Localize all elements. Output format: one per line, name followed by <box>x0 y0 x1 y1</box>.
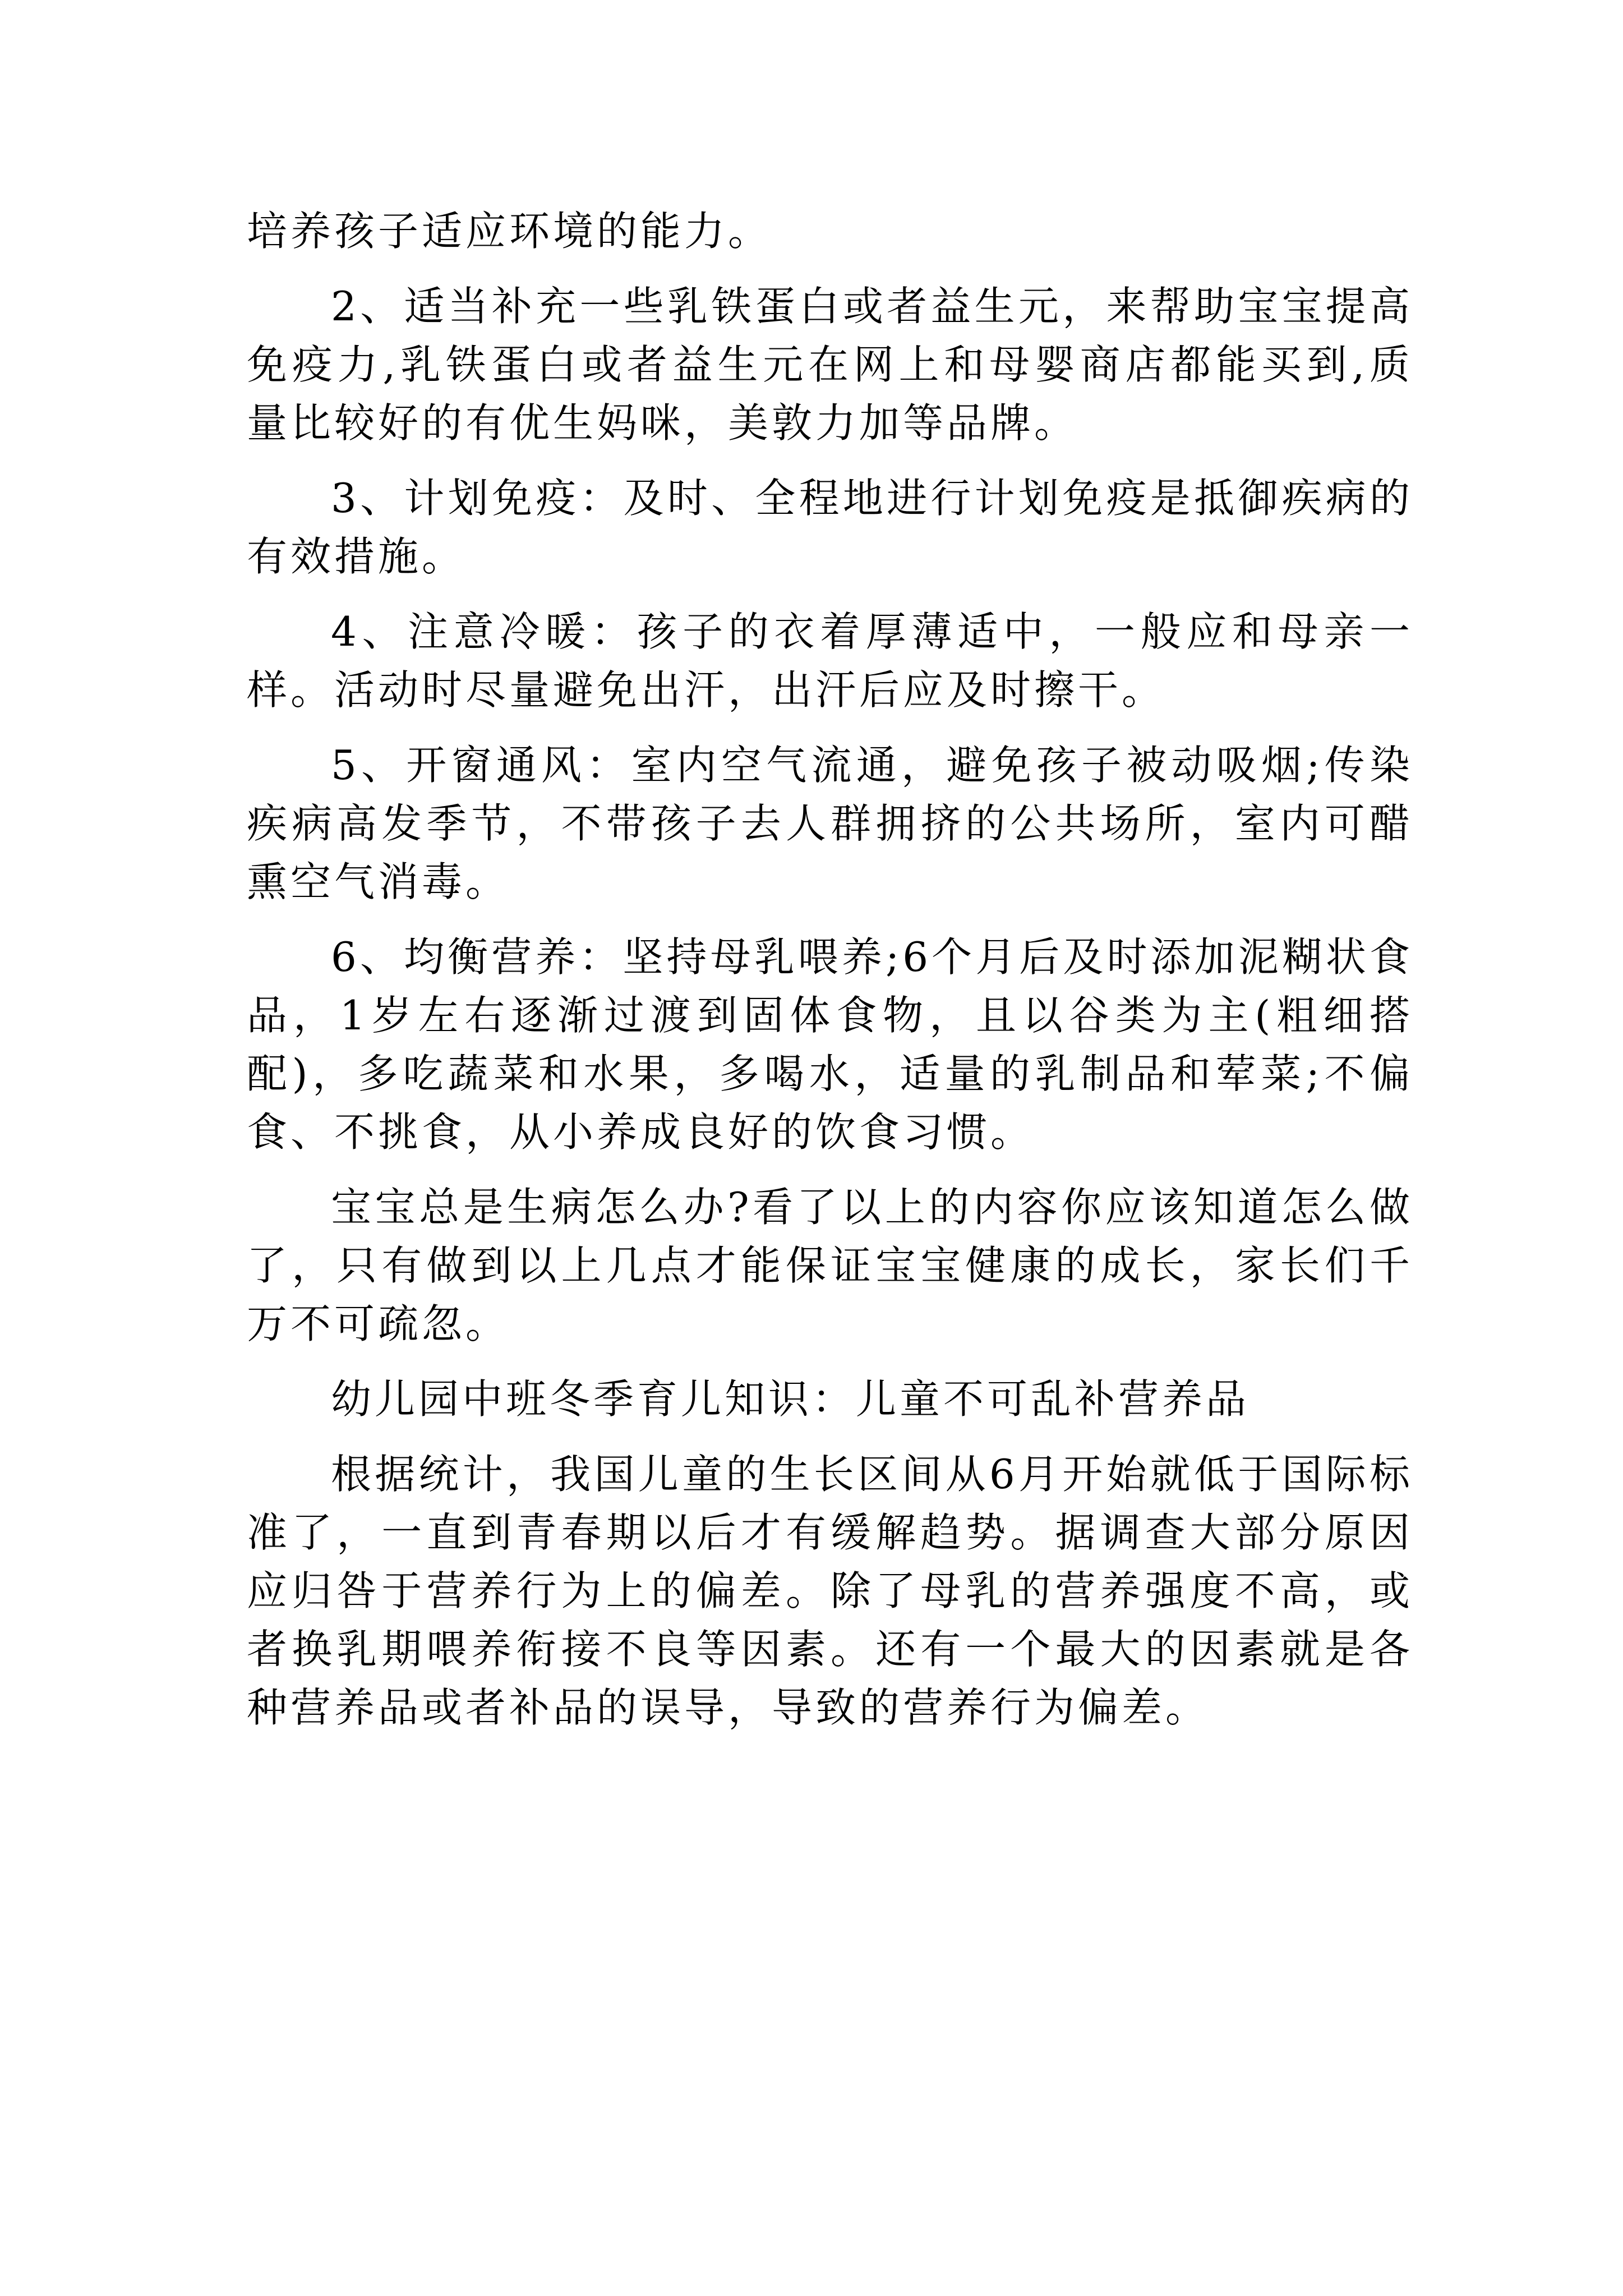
paragraph-conclusion: 宝宝总是生病怎么办?看了以上的内容你应该知道怎么做了，只有做到以上几点才能保证宝宝健康的成长，家长们千万不可疏忽。 <box>247 1184 1413 1347</box>
paragraph-tip-4: 4、注意冷暖：孩子的衣着厚薄适中，一般应和母亲一样。活动时尽量避免出汗，出汗后应及时擦干。 <box>247 608 1413 714</box>
section-heading: 幼儿园中班冬季育儿知识：儿童不可乱补营养品 <box>331 1375 1250 1423</box>
paragraph-continuation: 培养孩子适应环境的能力。 <box>247 208 772 255</box>
paragraph-tip-5: 5、开窗通风：室内空气流通，避免孩子被动吸烟;传染疾病高发季节，不带孩子去人群拥挤的公共场所，室内可醋熏空气消毒。 <box>247 742 1413 905</box>
paragraph-statistics: 根据统计，我国儿童的生长区间从6月开始就低于国际标准了，一直到青春期以后才有缓解趋势。据调查大部分原因应归咎于营养行为上的偏差。除了母乳的营养强度不高，或者换乳期喂养衔接不良等因素。还有一个最大的因素就是各种营养品或者补品的误导，导致的营养行为偏差。 <box>247 1451 1413 1731</box>
paragraph-tip-2: 2、适当补充一些乳铁蛋白或者益生元，来帮助宝宝提高免疫力,乳铁蛋白或者益生元在网上和母婴商店都能买到,质量比较好的有优生妈咪，美敦力加等品牌。 <box>247 283 1413 447</box>
document-body <box>247 202 1413 1754</box>
paragraph-tip-3: 3、计划免疫：及时、全程地进行计划免疫是抵御疾病的有效措施。 <box>247 475 1413 580</box>
paragraph-tip-6: 6、均衡营养：坚持母乳喂养;6个月后及时添加泥糊状食品，1岁左右逐渐过渡到固体食物，且以谷类为主(粗细搭配)，多吃蔬菜和水果，多喝水，适量的乳制品和荤菜;不偏食、不挑食，从小养成良好的饮食习惯。 <box>247 933 1413 1156</box>
